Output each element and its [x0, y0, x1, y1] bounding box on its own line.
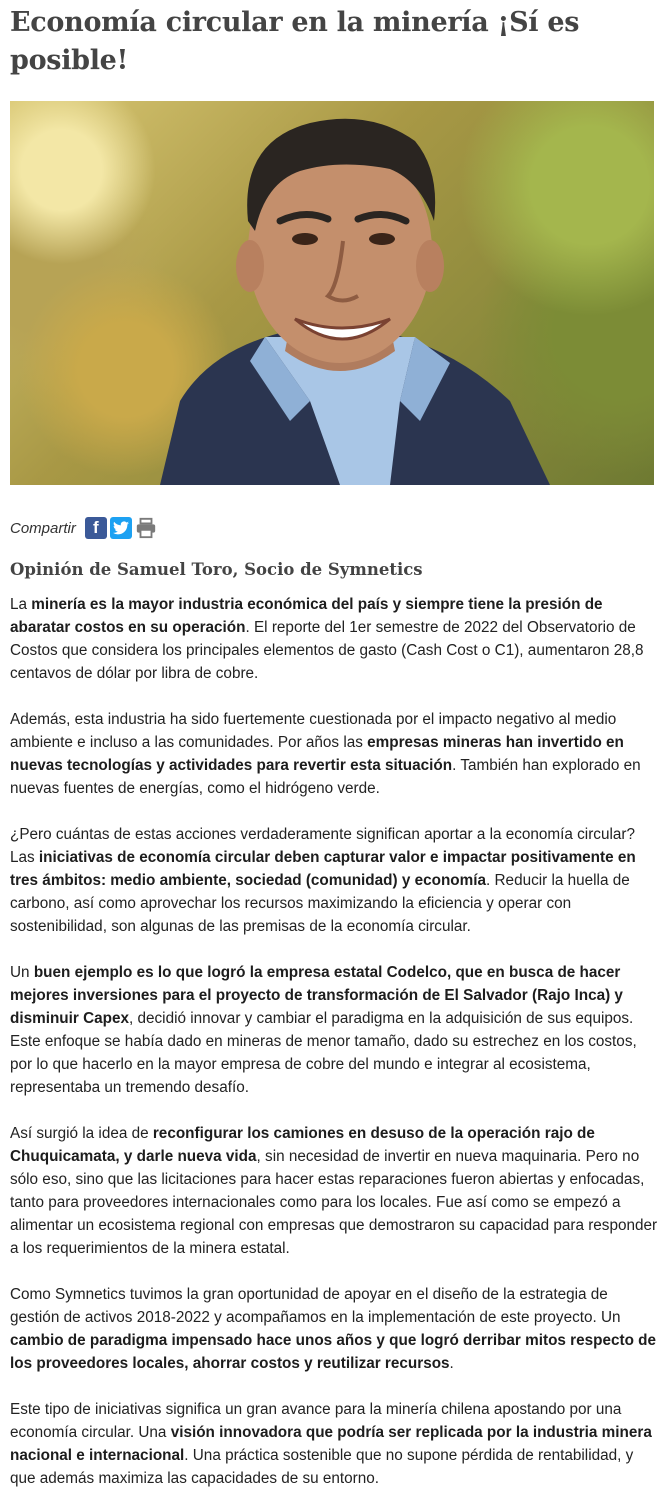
author-photo — [10, 101, 654, 485]
paragraph: Un buen ejemplo es lo que logró la empresa estatal Codelco, que en busca de hacer mejores inversiones para el proyecto de transformación de El Salvador (Rajo Inca) y disminuir Capex, decidió innovar y cambiar el paradigma en la adquisición de sus equipos. Este enfoque se había dado en mineras de menor tamaño, dado su estrechez en los costos, por lo que hacerlo en la mayor empresa de cobre del mundo e integrar al ecosistema, representaba un tremendo desafío. — [10, 964, 637, 1096]
article — [0, 4, 670, 1490]
paragraph: Este tipo de iniciativas significa un gran avance para la minería chilena apostando por una economía circular. Una visión innovadora que podría ser replicada por la industria minera nacional e internacional. Una práctica sostenible que no supone pérdida de rentabilidad, y que además maximiza las capacidades de su entorno. — [10, 1401, 652, 1487]
facebook-icon[interactable]: f — [85, 517, 107, 539]
print-icon[interactable] — [135, 517, 157, 539]
paragraph: Además, esta industria ha sido fuertemente cuestionada por el impacto negativo al medio ambiente e incluso a las comunidades. Por años las empresas mineras han invertido en nuevas tecnologías y actividades para revertir esta situación. También han explorado en nuevas fuentes de energías, como el hidrógeno verde. — [10, 711, 641, 797]
twitter-icon[interactable] — [110, 517, 132, 539]
share-bar — [10, 516, 660, 540]
paragraph: Así surgió la idea de reconfigurar los camiones en desuso de la operación rajo de Chuquicamata, y darle nueva vida, sin necesidad de invertir en nueva maquinaria. Pero no sólo eso, sino que las licitaciones para hacer estas reparaciones fueron abiertas y enfocadas, tanto para proveedores internacionales como para los locales. Fue así como se empezó a alimentar un ecosistema regional con empresas que demostraron su capacidad para responder a los requerimientos de la minera estatal. — [10, 1125, 658, 1257]
portrait-illustration — [10, 101, 654, 485]
page-title: Economía circular en la minería ¡Sí es posible! — [10, 7, 580, 76]
share-label: Compartir — [10, 519, 76, 537]
paragraph: ¿Pero cuántas de estas acciones verdaderamente significan aportar a la economía circular? Las iniciativas de economía circular deben capturar valor e impactar positivamente en tres ámbitos: medio ambiente, sociedad (comunidad) y economía. Reducir la huella de carbono, así como aprovechar los recursos maximizando la eficiencia y operar con sostenibilidad, son algunas de las premisas de la economía circular. — [10, 826, 636, 935]
paragraph: Como Symnetics tuvimos la gran oportunidad de apoyar en el diseño de la estrategia de gestión de activos 2018-2022 y acompañamos en la implementación de este proyecto. Un cambio de paradigma impensado hace unos años y que logró derribar mitos respecto de los proveedores locales, ahorrar costos y reutilizar recursos. — [10, 1286, 657, 1372]
article-subtitle: Opinión de Samuel Toro, Socio de Symnetics — [10, 560, 423, 579]
article-body — [10, 593, 660, 1490]
paragraph: La minería es la mayor industria económica del país y siempre tiene la presión de abaratar costos en su operación. El reporte del 1er semestre de 2022 del Observatorio de Costos que considera los principales elementos de gasto (Cash Cost o C1), aumentaron 28,8 centavos de dólar por libra de cobre. — [10, 596, 644, 682]
